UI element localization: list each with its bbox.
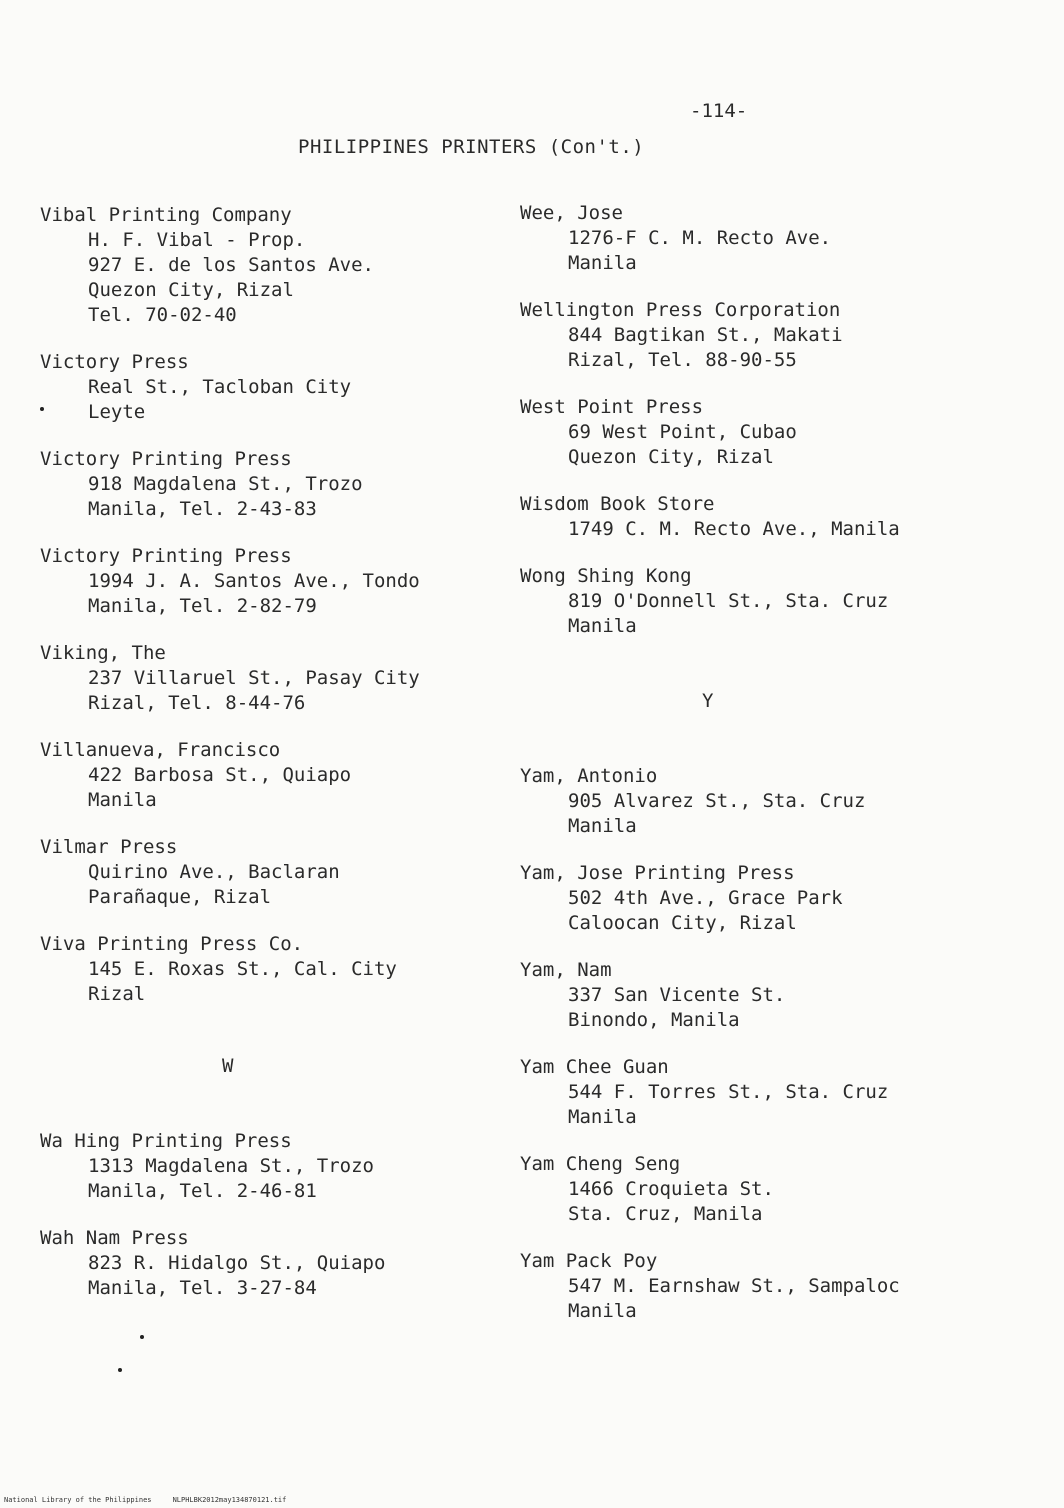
listing-entry bbox=[520, 564, 1020, 639]
entry-line: 844 Bagtikan St., Makati bbox=[568, 324, 843, 346]
entry-name: Villanueva, Francisco bbox=[40, 739, 281, 761]
entry-line: Manila bbox=[568, 815, 637, 837]
entry-line: 69 West Point, Cubao bbox=[568, 421, 797, 443]
entry-line: 422 Barbosa St., Quiapo bbox=[88, 764, 352, 786]
entry-line: 823 R. Hidalgo St., Quiapo bbox=[88, 1252, 386, 1274]
entry-name: Yam, Nam bbox=[520, 959, 612, 981]
listing-entry bbox=[40, 350, 510, 425]
entry-name: Yam Chee Guan bbox=[520, 1056, 669, 1078]
entry-line: Manila bbox=[88, 789, 157, 811]
entry-name: Wah Nam Press bbox=[40, 1227, 189, 1249]
entry-line: 1313 Magdalena St., Trozo bbox=[88, 1155, 374, 1177]
listing-entry bbox=[40, 835, 510, 910]
left-column bbox=[40, 203, 510, 1301]
entry-line: Leyte bbox=[88, 401, 146, 423]
entry-line: 547 M. Earnshaw St., Sampaloc bbox=[568, 1275, 900, 1297]
entry-line: Manila, Tel. 2-46-81 bbox=[88, 1180, 317, 1202]
entry-name: Victory Press bbox=[40, 351, 189, 373]
entry-line: Quezon City, Rizal bbox=[88, 279, 294, 301]
entry-line: Manila bbox=[568, 615, 637, 637]
entry-line: Manila bbox=[568, 1106, 637, 1128]
entry-line: Binondo, Manila bbox=[568, 1009, 740, 1031]
section-letter-y: Y bbox=[702, 690, 714, 712]
entry-line: 544 F. Torres St., Sta. Cruz bbox=[568, 1081, 889, 1103]
entry-line: Manila bbox=[568, 252, 637, 274]
entry-line: 337 San Vicente St. bbox=[568, 984, 786, 1006]
entry-name: Yam, Jose Printing Press bbox=[520, 862, 795, 884]
entry-name: Wee, Jose bbox=[520, 202, 623, 224]
entry-name: Vibal Printing Company bbox=[40, 204, 292, 226]
ink-speck bbox=[140, 1335, 144, 1339]
listing-entry bbox=[40, 932, 510, 1007]
listing-entry bbox=[520, 201, 1020, 276]
entry-name: Wong Shing Kong bbox=[520, 565, 692, 587]
scan-footer: National Library of the Philippines NLPHLBK2012may134870121.tif bbox=[4, 1496, 287, 1504]
entry-name: Vilmar Press bbox=[40, 836, 178, 858]
listing-entry bbox=[520, 1249, 1020, 1324]
right-column bbox=[520, 201, 1020, 1324]
ink-speck bbox=[40, 407, 44, 411]
listing-entry bbox=[520, 298, 1020, 373]
entry-line: Manila, Tel. 3-27-84 bbox=[88, 1277, 317, 1299]
entry-line: 502 4th Ave., Grace Park bbox=[568, 887, 843, 909]
entry-line: Manila, Tel. 2-43-83 bbox=[88, 498, 317, 520]
entry-line: Rizal, Tel. 88-90-55 bbox=[568, 349, 797, 371]
entry-line: 1466 Croquieta St. bbox=[568, 1178, 774, 1200]
section-letter-w: W bbox=[222, 1055, 234, 1077]
listing-entry bbox=[520, 1055, 1020, 1130]
entry-line: Quirino Ave., Baclaran bbox=[88, 861, 340, 883]
listing-entry bbox=[40, 1226, 510, 1301]
entry-line: 1994 J. A. Santos Ave., Tondo bbox=[88, 570, 420, 592]
listing-entry bbox=[40, 641, 510, 716]
entry-name: Viking, The bbox=[40, 642, 166, 664]
entry-name: Yam, Antonio bbox=[520, 765, 658, 787]
listing-entry bbox=[40, 1129, 510, 1204]
entry-name: Wa Hing Printing Press bbox=[40, 1130, 292, 1152]
entry-line: 927 E. de los Santos Ave. bbox=[88, 254, 374, 276]
entry-line: Rizal, Tel. 8-44-76 bbox=[88, 692, 306, 714]
page-number: -114- bbox=[690, 100, 748, 122]
listing-entry bbox=[520, 958, 1020, 1033]
listing-entry bbox=[40, 738, 510, 813]
listing-entry bbox=[40, 544, 510, 619]
entry-name: Wisdom Book Store bbox=[520, 493, 715, 515]
entry-line: 145 E. Roxas St., Cal. City bbox=[88, 958, 397, 980]
entry-name: West Point Press bbox=[520, 396, 704, 418]
listing-entry bbox=[40, 203, 510, 328]
entry-line: Real St., Tacloban City bbox=[88, 376, 352, 398]
entry-line: 918 Magdalena St., Trozo bbox=[88, 473, 363, 495]
entry-line: Sta. Cruz, Manila bbox=[568, 1203, 763, 1225]
entry-line: H. F. Vibal - Prop. bbox=[88, 229, 306, 251]
entry-line: 905 Alvarez St., Sta. Cruz bbox=[568, 790, 866, 812]
entry-line: Tel. 70-02-40 bbox=[88, 304, 237, 326]
entry-line: 819 O'Donnell St., Sta. Cruz bbox=[568, 590, 889, 612]
listing-entry bbox=[520, 395, 1020, 470]
entry-line: Rizal bbox=[88, 983, 146, 1005]
entry-name: Victory Printing Press bbox=[40, 545, 292, 567]
ink-speck bbox=[118, 1368, 122, 1372]
entry-line: Manila, Tel. 2-82-79 bbox=[88, 595, 317, 617]
entry-line: 1749 C. M. Recto Ave., Manila bbox=[568, 518, 900, 540]
page-title: PHILIPPINES PRINTERS (Con't.) bbox=[298, 136, 645, 158]
listing-entry bbox=[520, 764, 1020, 839]
entry-line: 1276-F C. M. Recto Ave. bbox=[568, 227, 832, 249]
entry-name: Wellington Press Corporation bbox=[520, 299, 841, 321]
entry-line: 237 Villaruel St., Pasay City bbox=[88, 667, 420, 689]
entry-line: Manila bbox=[568, 1300, 637, 1322]
listing-entry bbox=[520, 492, 1020, 542]
entry-name: Yam Cheng Seng bbox=[520, 1153, 681, 1175]
entry-line: Parañaque, Rizal bbox=[88, 886, 272, 908]
listing-entry bbox=[40, 447, 510, 522]
entry-name: Victory Printing Press bbox=[40, 448, 292, 470]
listing-entry bbox=[520, 861, 1020, 936]
entry-line: Caloocan City, Rizal bbox=[568, 912, 797, 934]
entry-line: Quezon City, Rizal bbox=[568, 446, 774, 468]
entry-name: Yam Pack Poy bbox=[520, 1250, 658, 1272]
entry-name: Viva Printing Press Co. bbox=[40, 933, 304, 955]
listing-entry bbox=[520, 1152, 1020, 1227]
